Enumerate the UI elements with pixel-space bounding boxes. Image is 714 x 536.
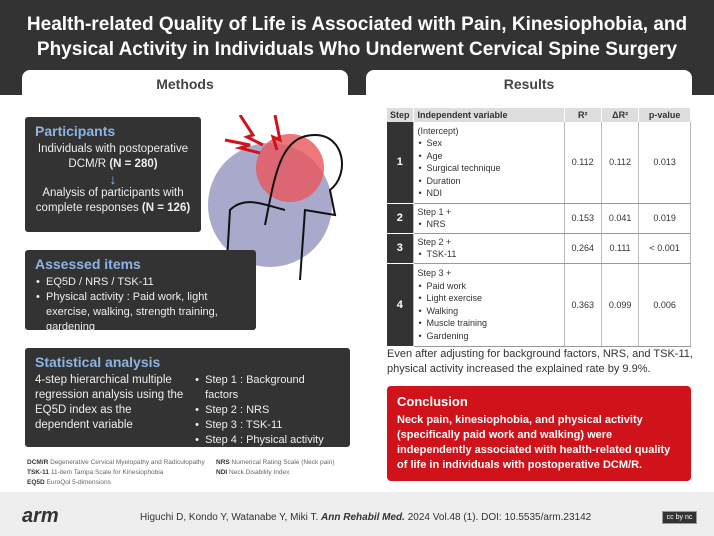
tab-results: Results [366,70,692,100]
participants-line2: Analysis of participants with complete responses [35,187,184,214]
participants-line1: Individuals with postoperative DCM/R [37,143,189,170]
assessed-items-box [25,250,256,333]
stats-text: 4-step hierarchical multiple regression analysis using the EQ5D index as the dependent variable [35,374,184,431]
abbreviations-left: DCM/R Degenerative Cervical Myelopathy and Radiculopathy TSK-11 11-item Tampa Scale for Kinesiophobia EQ5D EuroQol 5-dimensions [27,459,205,486]
stats-step: • Step 2 : NRS [194,403,340,418]
cc-license-icon: cc by nc [662,511,697,524]
assessed-heading: Assessed items [35,256,141,272]
table-header-row [387,108,691,122]
header-dr2: ΔR² [601,108,638,122]
results-table [387,108,691,347]
abbreviations-right: NRS Numerical Rating Scale (Neck pain) NDI Neck Disability Index [216,459,335,476]
tab-methods: Methods [22,70,348,100]
header-step: Step [387,108,413,122]
page-title: Health-related Quality of Life is Associated with Pain, Kinesiophobia, and Physical Activity in Individuals Who Underwent Cervical Spine Surgery [26,14,688,60]
conclusion-text: Neck pain, kinesiophobia, and physical activity (specifically paid work and walking) were independently associated with health-related quality of life in individuals with postoperative DCM/R. [397,414,671,471]
stats-step: • Step 3 : TSK-11 [194,418,340,433]
participants-heading: Participants [35,123,116,139]
header-p: p-value [639,108,691,122]
table-row: 4 Step 3 + • Paid work • Light exercise • Walking • Muscle training • Gardening 0.363 0.099 0.006 [387,263,691,346]
conclusion-heading: Conclusion [397,394,468,409]
participants-n1: (N = 280) [109,158,158,170]
table-row: 2 Step 1 + • NRS 0.153 0.041 0.019 [387,203,691,233]
stats-step: • Step 4 : Physical activity [194,433,340,448]
citation: Higuchi D, Kondo Y, Watanabe Y, Miki T. Ann Rehabil Med. 2024 Vol.48 (1). DOI: 10.5535/arm.23142 [140,512,592,523]
results-note: Even after adjusting for background factors, NRS, and TSK-11, physical activity increased the explained rate by 9.9%. [387,348,693,375]
journal-logo: arm [22,505,59,527]
table-row: 3 Step 2 + • TSK-11 0.264 0.111 < 0.001 [387,233,691,263]
pain-circle [256,134,324,202]
participants-n2: (N = 126) [141,202,191,214]
assessed-item: • Physical activity : Paid work, light exercise, walking, strength training, gardening [35,290,246,335]
stats-heading: Statistical analysis [35,354,161,370]
stats-step: • Step 1 : Background factors [194,373,340,403]
header-r2: R² [564,108,601,122]
statistical-analysis-box [25,348,350,447]
participants-box [25,117,201,232]
header-variable: Independent variable [413,108,564,122]
assessed-item: • EQ5D / NRS / TSK-11 [35,275,246,290]
conclusion-box [387,386,691,481]
table-row: 1 (Intercept) • Sex • Age • Surgical technique • Duration • NDI 0.112 0.112 0.013 [387,122,691,203]
arrow-down-icon: ↓ [109,171,117,187]
